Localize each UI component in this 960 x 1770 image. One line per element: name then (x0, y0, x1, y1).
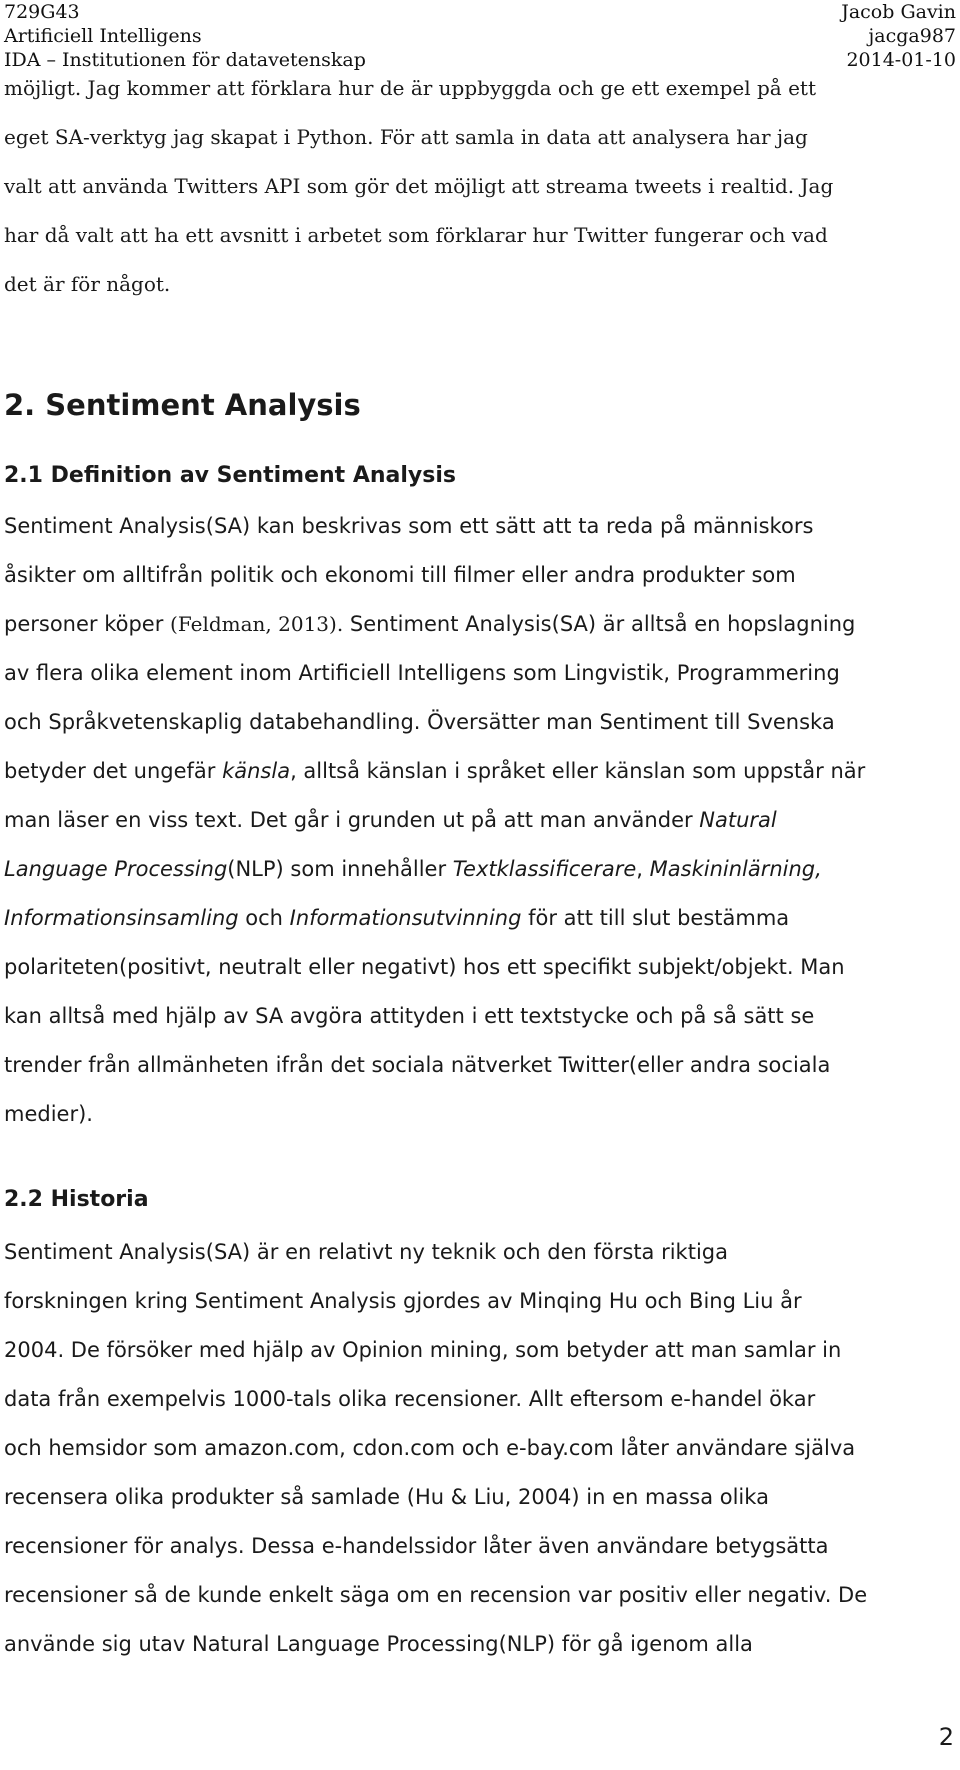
paragraph-line (4, 894, 952, 943)
italic-term: Maskininlärning, (649, 857, 822, 881)
course-name: Artificiell Intelligens (4, 25, 202, 47)
header-left (4, 0, 366, 72)
paragraph-line: 2004. De försöker med hjälp av Opinion mining, som betyder att man samlar in (4, 1338, 842, 1362)
paragraph-line: Sentiment Analysis(SA) kan beskrivas som ett sätt att ta reda på människors (4, 514, 814, 538)
text-run: , alltså känslan i språket eller känslan som uppstår när (290, 759, 866, 783)
paragraph-line: forskningen kring Sentiment Analysis gjordes av Minqing Hu och Bing Liu år (4, 1289, 802, 1313)
paragraph-line: data från exempelvis 1000-tals olika recensioner. Allt eftersom e-handel ökar (4, 1387, 816, 1411)
paragraph-line: kan alltså med hjälp av SA avgöra attityden i ett textstycke och på så sätt se (4, 1004, 815, 1028)
department: IDA – Institutionen för datavetenskap (4, 49, 366, 71)
italic-term: Textklassificerare (452, 857, 637, 881)
intro-line: eget SA-verktyg jag skapat i Python. För att samla in data att analysera har jag (4, 125, 808, 149)
text-run: (NLP) som innehåller (227, 857, 453, 881)
paragraph-line: recensera olika produkter så samlade (Hu & Liu, 2004) in en massa olika (4, 1485, 769, 1509)
header-right (841, 0, 956, 72)
intro-line: har då valt att ha ett avsnitt i arbetet som förklarar hur Twitter fungerar och vad (4, 223, 828, 247)
document-date: 2014-01-10 (846, 49, 956, 71)
course-code: 729G43 (4, 1, 80, 23)
paragraph-line: trender från allmänheten ifrån det sociala nätverket Twitter(eller andra sociala (4, 1053, 831, 1077)
paragraph-line: recensioner så de kunde enkelt säga om en recension var positiv eller negativ. De (4, 1583, 868, 1607)
italic-term: känsla (222, 759, 291, 783)
paragraph-line: använde sig utav Natural Language Processing(NLP) för gå igenom alla (4, 1632, 753, 1656)
citation: (Feldman, 2013). (170, 612, 344, 636)
page-number: 2 (938, 1723, 954, 1751)
paragraph-line: och Språkvetenskaplig databehandling. Översätter man Sentiment till Svenska (4, 710, 835, 734)
paragraph-line (4, 796, 952, 845)
paragraph-line: Sentiment Analysis(SA) är en relativt ny teknik och den första riktiga (4, 1240, 728, 1264)
history-paragraph (4, 1228, 952, 1669)
subsection-heading-history: 2.2 Historia (4, 1187, 149, 1212)
text-run: , (636, 857, 650, 881)
text-run: man läser en viss text. Det går i grunden ut på att man använder (4, 808, 700, 832)
italic-term: Informationsinsamling (4, 906, 239, 930)
text-run: Sentiment Analysis(SA) är alltså en hopslagning (343, 612, 856, 636)
paragraph-line: av flera olika element inom Artificiell Intelligens som Lingvistik, Programmering (4, 661, 840, 685)
paragraph-line: medier). (4, 1102, 93, 1126)
italic-term: Informationsutvinning (289, 906, 522, 930)
text-run: personer köper (4, 612, 171, 636)
text-run: för att till slut bestämma (521, 906, 790, 930)
intro-paragraph (4, 64, 952, 309)
author-id: jacga987 (868, 25, 956, 47)
text-run: och (238, 906, 290, 930)
author-name: Jacob Gavin (841, 1, 956, 23)
paragraph-line: åsikter om alltifrån politik och ekonomi till filmer eller andra produkter som (4, 563, 796, 587)
text-run: betyder det ungefär (4, 759, 223, 783)
paragraph-line: recensioner för analys. Dessa e-handelssidor låter även användare betygsätta (4, 1534, 829, 1558)
section-heading: 2. Sentiment Analysis (4, 388, 361, 422)
italic-term: Natural (699, 808, 777, 832)
intro-line: valt att använda Twitters API som gör det möjligt att streama tweets i realtid. Jag (4, 174, 834, 198)
paragraph-line (4, 747, 952, 796)
italic-term: Language Processing (4, 857, 228, 881)
paragraph-line: och hemsidor som amazon.com, cdon.com och e-bay.com låter användare själva (4, 1436, 856, 1460)
paragraph-line (4, 600, 952, 649)
paragraph-line (4, 845, 952, 894)
definition-paragraph (4, 502, 952, 1139)
paragraph-line: polariteten(positivt, neutralt eller negativt) hos ett specifikt subjekt/objekt. Man (4, 955, 845, 979)
intro-line: möjligt. Jag kommer att förklara hur de är uppbyggda och ge ett exempel på ett (4, 76, 816, 100)
subsection-heading-definition: 2.1 Definition av Sentiment Analysis (4, 463, 456, 488)
intro-line: det är för något. (4, 272, 171, 296)
